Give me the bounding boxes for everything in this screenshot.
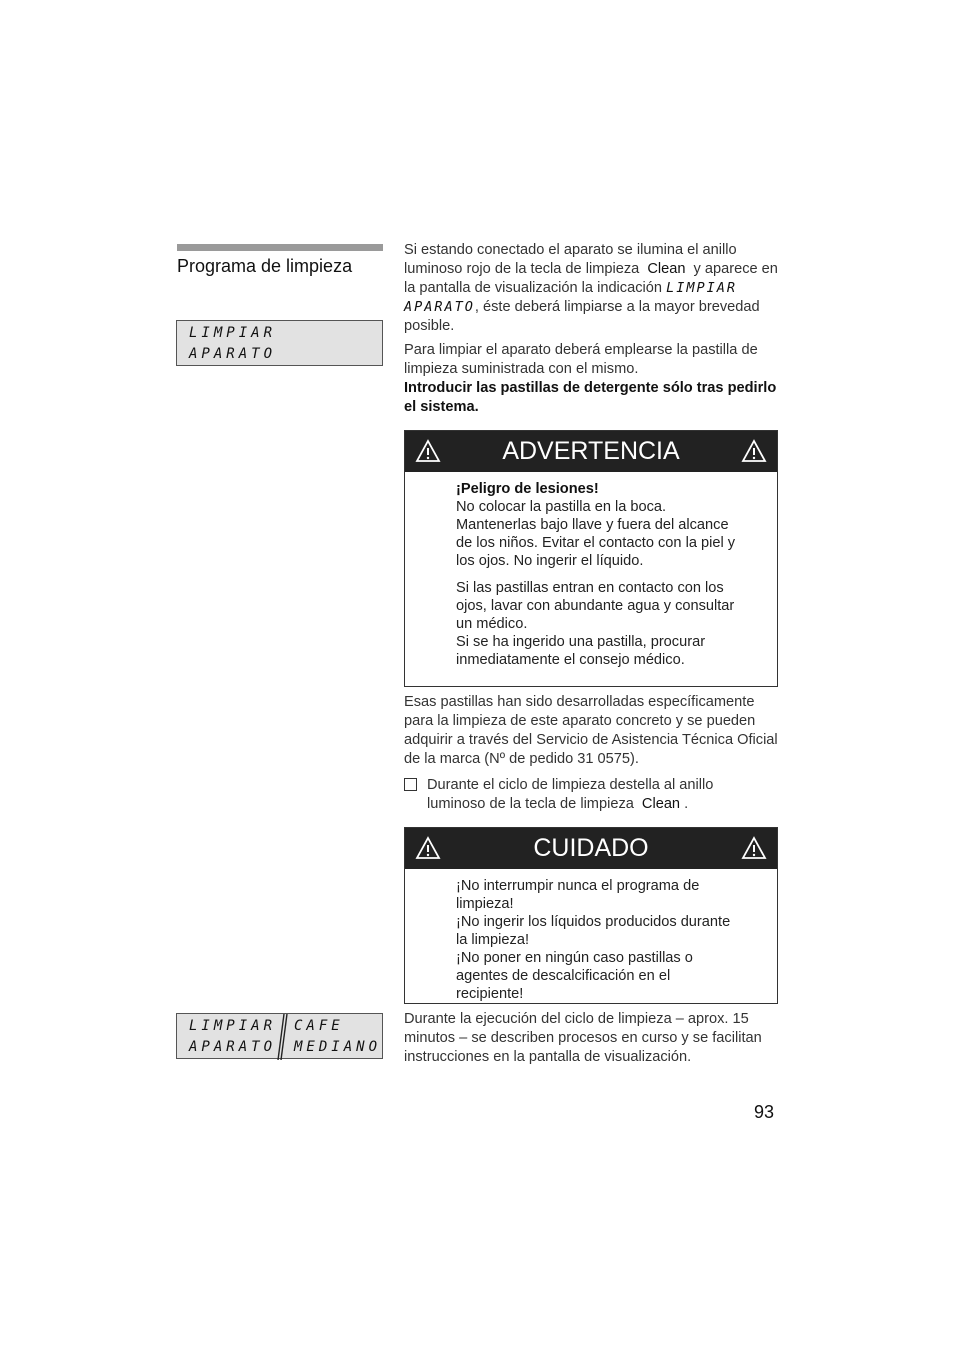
caution-paragraph-1: ¡No interrumpir nunca el programa de limpieza! [456,878,700,912]
check-text-b: . [684,796,689,812]
caution-box [404,827,778,1004]
warning-paragraph-3: Si se ha ingerido una pastilla, procurar inmediatamente el consejo médico. [456,634,706,668]
display-right-line-2: MEDIANO [294,1039,382,1055]
warning-triangle-icon [415,836,441,860]
caution-paragraph-3: ¡No poner en ningún caso pastillas o agentes de descalcificación en el recipiente! [456,950,693,1002]
warning-title: ADVERTENCIA [502,437,680,465]
warning-box [404,430,778,687]
section-title: Programa de limpieza [177,256,353,276]
final-block [404,1010,780,1067]
display-line-1: LIMPIAR [189,325,277,341]
warning-lead: ¡Peligro de lesiones! [456,481,599,497]
caution-header [405,828,777,869]
check-item [427,776,767,814]
intro-paragraph-2: Para limpiar el aparato deberá emplearse la pastilla de limpieza suministrada con el mismo. [404,342,758,377]
warning-paragraph-2: Si las pastillas entran en contacto con los ojos, lavar con abundante agua y consultar un médico. [456,580,735,632]
display-line-2: APARATO [189,346,277,362]
warning-body [405,472,777,669]
intro-paragraph-3: Introducir las pastillas de detergente sólo tras pedirlo el sistema. [404,380,777,415]
check-item-text [427,776,767,814]
warning-header [405,431,777,472]
page-number: 93 [754,1102,775,1122]
intro-text-c: , éste deberá limpiarse a la mayor brevedad posible. [404,299,760,334]
check-text-a: Durante el ciclo de limpieza destella al anillo luminoso de la tecla de limpieza [427,777,714,812]
caution-title: CUIDADO [533,834,649,862]
middle-paragraph: Esas pastillas han sido desarrolladas específicamente para la limpieza de este aparato concreto y se pueden adquirir a través del Servicio de Asistencia Técnica Oficial de la marca (Nº de pedido 31 0575). [404,694,778,767]
warning-triangle-icon [741,439,767,463]
caution-body [405,869,777,1003]
intro-paragraph-1 [404,241,780,336]
clean-key-label: Clean [641,796,681,812]
display-right-line-1: CAFE [294,1018,344,1034]
display-panel-cycle [176,1013,383,1059]
intro-text-a: Si estando conectado el aparato se ilumina el anillo luminoso rojo de la tecla de limpieza [404,242,737,277]
step-checkbox [404,778,417,791]
middle-block [404,693,780,769]
display-panel-cleaning [176,320,383,366]
intro-block [404,241,780,417]
display-left-line-1: LIMPIAR [189,1018,277,1034]
warning-paragraph-1: No colocar la pastilla en la boca. Mantenerlas bajo llave y fuera del alcance de los niños. Evitar el contacto con la piel y los ojos. No ingerir el líquido. [456,499,736,569]
section-rule [177,244,383,251]
display-separator-icon [275,1014,289,1060]
warning-triangle-icon [741,836,767,860]
clean-key-label: Clean [647,261,686,277]
intro-text-b: y aparece en la pantalla de visualización la indicación [404,261,778,296]
display-left-line-2: APARATO [189,1039,277,1055]
warning-triangle-icon [415,439,441,463]
display-indication: LIMPIAR APARATO [404,280,737,315]
caution-paragraph-2: ¡No ingerir los líquidos producidos durante la limpieza! [456,914,731,948]
final-paragraph: Durante la ejecución del ciclo de limpieza – aprox. 15 minutos – se describen procesos en curso y se facilitan instrucciones en la pantalla de visualización. [404,1011,762,1065]
